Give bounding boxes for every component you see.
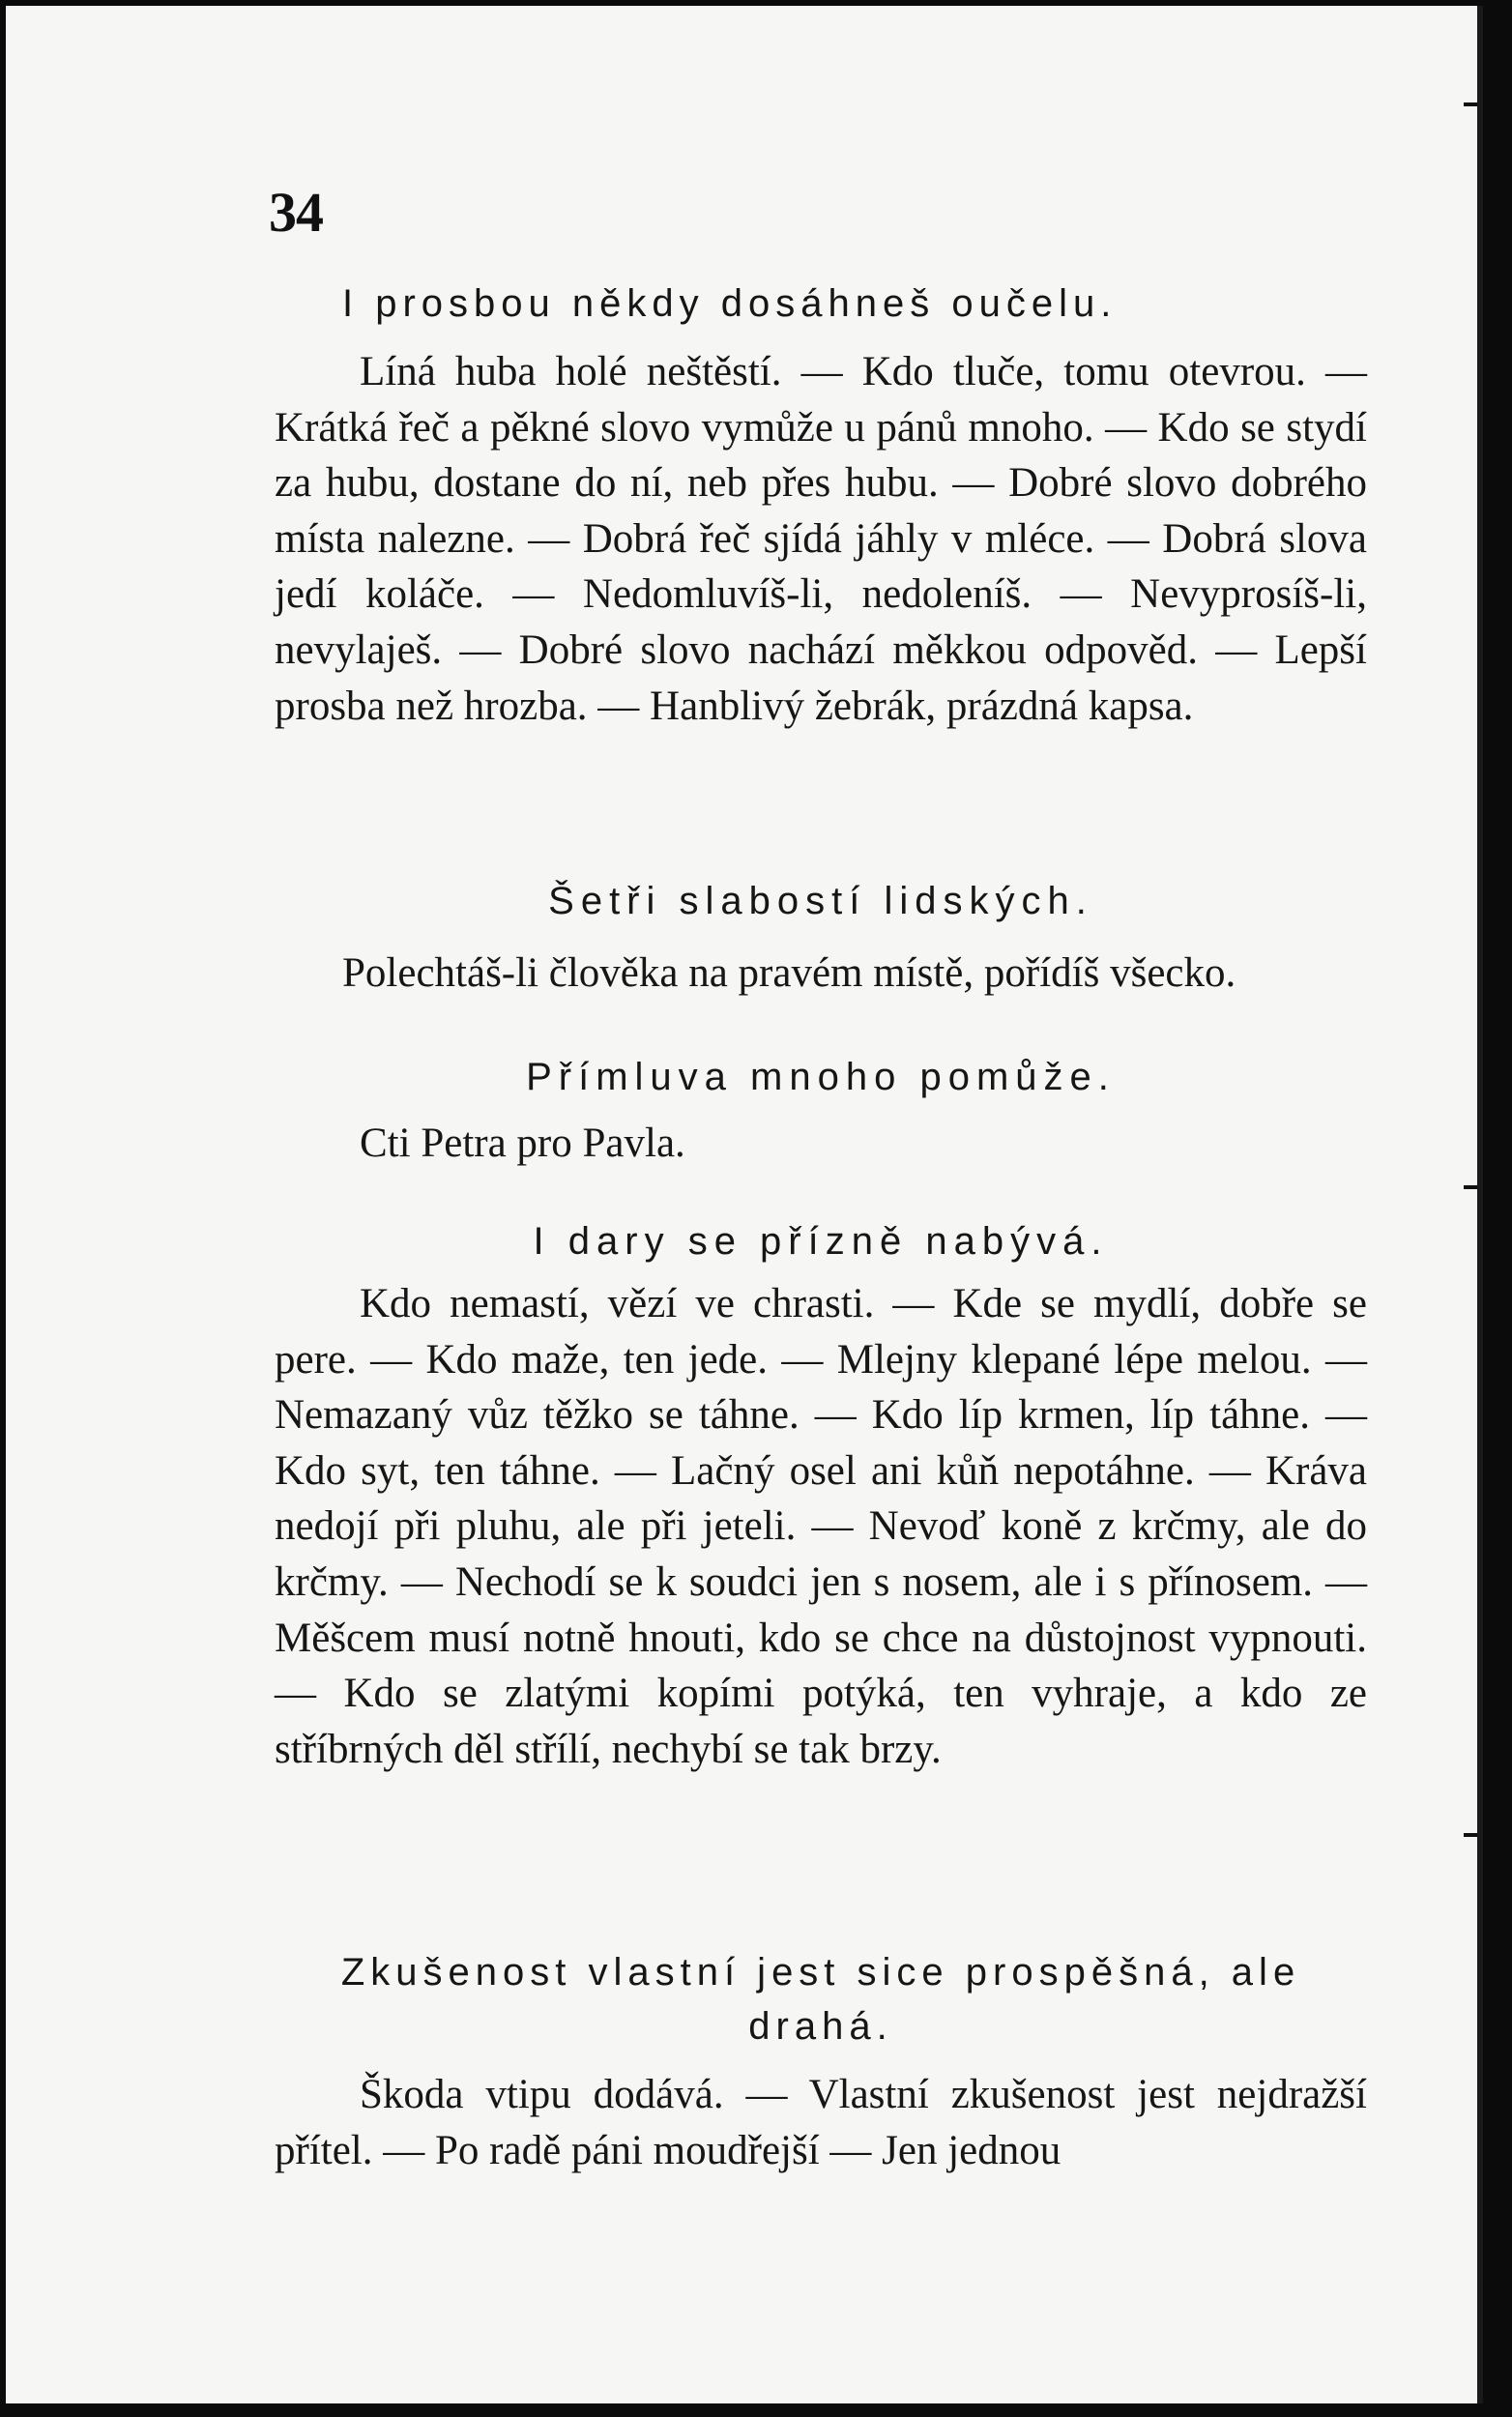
section-heading: I prosbou někdy dosáhneš oučelu. [342, 282, 1118, 325]
paragraph: Cti Petra pro Pavla. [360, 1121, 685, 1166]
page-edge-mark [1464, 1185, 1477, 1189]
section-body [275, 1116, 1367, 1172]
paragraph: Škoda vtipu dodává. — Vlastní zkušenost jest nejdražší přítel. — Po radě páni moudřejší — Jen jednou [275, 2072, 1367, 2173]
paragraph: Kdo nemastí, vězí ve chrasti. — Kde se mydlí, dobře se pere. — Kdo maže, ten jede. — Mlejny klepané lépe melou. — Nemazaný vůz těžko se táhne. — Kdo líp krmen, líp táhne. — Kdo syt, ten táhne. — Lačný osel ani kůň nepotáhne. — Kráva nedojí při pluhu, ale při jeteli. — Nevoď koně z krčmy, ale do krčmy. — Nechodí se k soudci jen s nosem, ale i s přínosem. — Měšcem musí notně hnouti, kdo se chce na důstojnost vypnouti. — Kdo se zlatými kopími potýká, ten vyhraje, a kdo ze stříbrných děl střílí, nechybí se tak brzy. [275, 1281, 1367, 1772]
section-body [275, 2067, 1367, 2178]
section-body [275, 1276, 1367, 1777]
book-page [6, 6, 1483, 2403]
page-edge-mark [1464, 1833, 1477, 1837]
section-heading: Přímluva mnoho pomůže. [526, 1056, 1116, 1098]
page-edge-mark [1464, 102, 1477, 106]
section-body [275, 344, 1367, 734]
paragraph: Líná huba holé neštěstí. — Kdo tluče, tomu otevrou. — Krátká řeč a pěkné slovo vymůže u pánů mnoho. — Kdo se stydí za hubu, dostane do ní, neb přes hubu. — Dobré slovo dobrého místa nalezne. — Dobrá řeč sjídá jáhly v mléce. — Dobrá slova jedí koláče. — Nedomluvíš-li, nedoleníš. — Nevyprosíš-li, nevylaješ. — Dobré slovo nachází měkkou odpověd. — Lepší prosba než hrozba. — Hanblivý žebrák, prázdná kapsa. [275, 349, 1367, 729]
page-number: 34 [269, 181, 323, 244]
section-heading: I dary se přízně nabývá. [533, 1220, 1109, 1263]
section-heading: Šetři slabostí lidských. [548, 880, 1093, 922]
section-body [275, 946, 1367, 1002]
section-heading: Zkušenost vlastní jest sice prospěšná, ale drahá. [340, 1951, 1301, 2048]
paragraph: Polechtáš-li člověka na pravém místě, pořídíš všecko. [342, 950, 1236, 996]
